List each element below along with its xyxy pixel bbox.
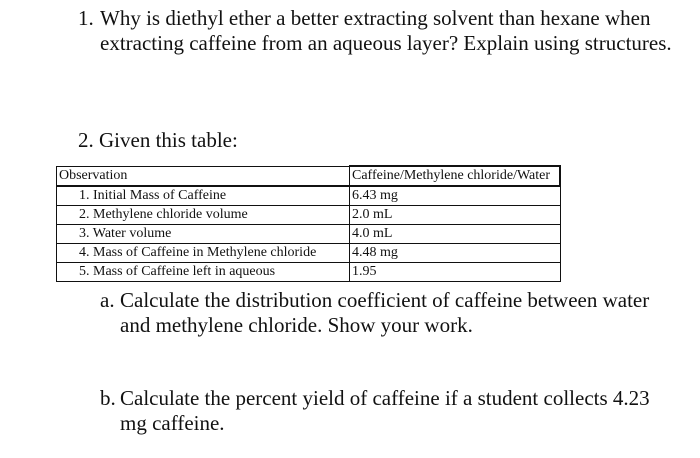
question-2a-text: Calculate the distribution coefficient of caffeine between water and methylene chloride. Show your work. (120, 288, 650, 337)
question-2b-text: Calculate the percent yield of caffeine if a student collects 4.23 mg caffeine. (120, 386, 650, 435)
table-row (57, 244, 561, 263)
table-cell-value: 2.0 mL (350, 206, 561, 225)
question-1 (78, 6, 678, 56)
table-cell-value: 4.0 mL (350, 225, 561, 244)
question-2a (100, 288, 680, 338)
question-2b (100, 386, 680, 436)
question-1-text: Why is diethyl ether a better extracting solvent than hexane when extracting caffeine from an aqueous layer? Explain using structures. (100, 6, 672, 55)
table-cell-observation: 4. Mass of Caffeine in Methylene chloride (57, 244, 350, 263)
question-2b-label: b. (100, 386, 116, 410)
table-cell-value: 1.95 (350, 263, 561, 282)
table-header-row (57, 166, 561, 186)
table-cell-observation: 5. Mass of Caffeine left in aqueous (57, 263, 350, 282)
header-solvent-system: Caffeine/Methylene chloride/Water (350, 166, 561, 186)
question-1-number: 1. (78, 6, 94, 30)
header-observation: Observation (57, 166, 350, 186)
table-cell-value: 6.43 mg (350, 186, 561, 206)
table-cell-observation: 3. Water volume (57, 225, 350, 244)
table-row (57, 206, 561, 225)
table-cell-observation: 2. Methylene chloride volume (57, 206, 350, 225)
question-2-heading: 2. Given this table: (78, 128, 238, 152)
table-row (57, 225, 561, 244)
table-cell-observation: 1. Initial Mass of Caffeine (57, 186, 350, 206)
table-cell-value: 4.48 mg (350, 244, 561, 263)
table-row (57, 263, 561, 282)
table-row (57, 186, 561, 206)
observation-table (56, 165, 561, 282)
question-2a-label: a. (100, 288, 115, 312)
